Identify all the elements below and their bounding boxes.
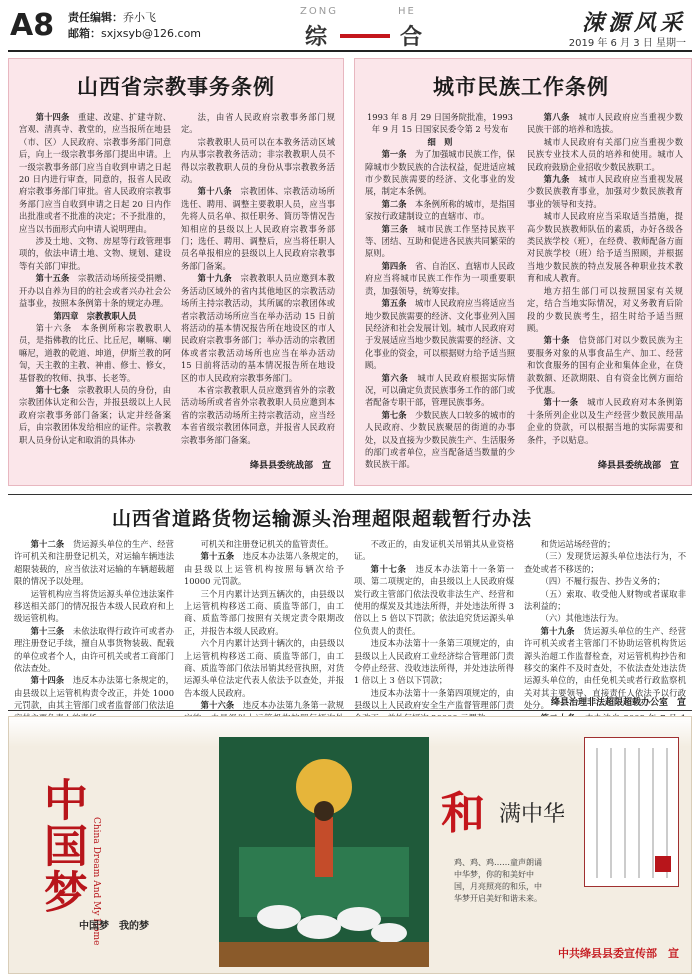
section-zh-left: 综 <box>305 24 328 50</box>
ad-man-zhonghua: 满中华 <box>499 802 566 827</box>
section-en-left: ZONG <box>300 6 338 17</box>
article-paragraph <box>527 173 683 210</box>
article-paragraph <box>524 538 686 550</box>
article-paragraph <box>184 538 344 550</box>
article-paragraph <box>527 285 683 335</box>
article-clause-text: 第十六条 本条例所称宗教教职人员，是指佛教的比丘、比丘尼，喇嘛、喇嘛尼，道教的乾道、坤道，伊斯兰教的阿訇，天主教的主教、神甫、修士、修女，基督教的牧师、执事、长老等。 <box>19 322 171 383</box>
article-paragraph <box>184 588 344 638</box>
article-clause-number: 第十八条 <box>197 186 241 197</box>
ad-china-dream-en: China Dream And My Home <box>91 817 101 946</box>
article-clause-text: 宗教教职人员的身份，由宗教团体认定和公告，并报县级以上人民政府宗教事务部门备案；认定并经备案后，由宗教团体发给相应的证件。宗教教职人员身份认定和取消的具体办 <box>19 384 171 445</box>
article-paragraph <box>19 111 171 235</box>
article-paragraph <box>527 210 683 284</box>
article-paragraph <box>365 198 515 223</box>
article-paragraph <box>365 409 515 471</box>
article-paragraph <box>365 372 515 409</box>
ad-mural-illustration <box>219 737 429 967</box>
article-paragraph <box>184 550 344 587</box>
article-clause-text: 涉及土地、文物、房屋等行政管理事项的，依法申请土地、文物、规划、建设等有关部门审批。 <box>19 236 171 271</box>
article-clause-number: 第十六条 <box>200 700 243 711</box>
editor-email[interactable]: sxjxsyb@126.com <box>101 27 202 40</box>
article-clause-text: （五）索取、收受他人财物或者谋取非法利益的； <box>524 588 686 612</box>
article-title-overload: 山西省道路货物运输源头治理超限超载暂行办法 <box>112 508 533 530</box>
article-clause-number: 第十七条 <box>370 563 416 574</box>
article-paragraph <box>19 272 171 309</box>
article-paragraph <box>14 538 174 588</box>
article-clause-text: 城市人民政府应当重视少数民族干部的培养和选拔。 <box>527 112 683 135</box>
ad-china-dream-sub: 中国梦 我的梦 <box>79 921 149 932</box>
article-clause-text: 违反本办法第十一条第三项规定的，由县级以上人民政府工业经济综合管理部门责令停止经营、没收违法所得，并处违法所得 1 倍以上 3 倍以下罚款； <box>354 638 514 686</box>
article-paragraph <box>184 637 344 699</box>
article-paragraph <box>354 538 514 563</box>
article-clause-text: 本省宗教教职人员应邀到省外的宗教活动场所或者省外宗教教职人员应邀到本省的宗教活动场所主持宗教活动，应当经本省省级宗教团体同意，并报省人民政府宗教事务部门备案。 <box>181 384 335 445</box>
article-clause-text: 违反本办法第九条第一款规 <box>242 700 344 711</box>
article-clause-text: 违反本办法第十一条第四项规定的，由县级以上人民政府安全生产监督管理部门责 <box>354 687 514 711</box>
ad-china-dream: 中国梦 <box>36 777 87 915</box>
chapter-heading: 细 则 <box>427 136 453 147</box>
article-clause-text: 城市民族工作坚持民族平等、团结、互助和促进各民族共同繁荣的原则。 <box>365 223 515 259</box>
article-clause-text: 不改正的，由发证机关吊销其从业资格证。 <box>354 539 514 562</box>
article-clause-text: 城市人民政府应当将适应当地少数民族需要的经济、文化事业列入国民经济和社会发展计划。城市人民政府对于发展适应当地少数民族需要的经济、文化事业的资金，可以根据财力给予适当照顾。 <box>365 298 515 371</box>
section-divider <box>8 710 692 711</box>
article-clause-text: 城市人民政府有关部门应当重视少数民族专业技术人员的培养和使用。城市人民政府鼓励企业招收少数民族职工。 <box>527 136 683 172</box>
article-paragraph <box>524 588 686 613</box>
section-en-right: HE <box>398 6 416 17</box>
ad-he-character: 和 <box>441 788 485 839</box>
article-clause-text: 为了加强城市民族工作，保障城市少数民族的合法权益，促进适应城市少数民族需要的经济、文化事业的发展，制定本条例。 <box>365 149 515 197</box>
article-paragraph <box>19 384 171 446</box>
article-clause-number: 第五条 <box>381 298 415 309</box>
article-clause-number: 第一条 <box>381 149 415 160</box>
article-clause-text: 三个月内累计达到五辆次的，由县级以上运管机构移送工商、质监等部门，由工商、质监等部门按照有关规定责令限期改正，并报告本级人民政府。 <box>184 588 344 636</box>
article-clause-number: 第十四条 <box>35 112 78 122</box>
article-clause-number: 第十条 <box>543 335 579 346</box>
masthead <box>0 0 700 52</box>
article-column-body <box>365 148 515 471</box>
article-paragraph <box>365 223 515 260</box>
article-clause-text: 城市人民政府根据实际情况，可以确定负责民族事务工作的部门或者配备专职干部，管理民族事务。 <box>365 372 515 408</box>
article-clause-text: （四）不履行报告、抄告义务的； <box>540 576 666 587</box>
article-clause-text: 宗教团体、宗教活动场所选任、聘用、调整主要教职人员，应当事先将人员名单、拟任职务、简历等情况告知相应的县级以上人民政府宗教事务部门；选任、聘用、调整后，应当将任职人员名单报相应的县级以上人民政府宗教事务部门备案。 <box>181 186 335 271</box>
article-paragraph <box>365 260 515 297</box>
article-signature: 绛县治理非法超限超载办公室 宣 <box>550 698 686 708</box>
article-clause-text: 法，由省人民政府宗教事务部门规定。 <box>181 112 335 135</box>
article-clause-text: 地方招生部门可以按照国家有关规定，结合当地实际情况，对义务教育后阶段的少数民族考生，招生时给予适当照顾。 <box>527 285 683 333</box>
article-clause-text: 城市人民政府应当采取适当措施，提高少数民族教师队伍的素质，办好各级各类民族学校（班），在经费、教师配备方面对民族学校（班）给予适当照顾，并根据当地少数民族的特点发展各种职业技术教育和成人教育。 <box>527 211 683 284</box>
article-clause-text: 城市人民政府对本条例第十条所列企业以及生产经营少数民族用品企业的贷款，可以根据当地的实际需要和条件，予以贴息。 <box>527 397 683 445</box>
article-clause-text: 省、自治区、直辖市人民政府应当将城市民族工作作为一项重要职责，加强领导，统筹安排。 <box>365 260 515 296</box>
ad-calligraphy-panel <box>584 737 679 887</box>
section-bar <box>340 34 390 38</box>
article-paragraph <box>354 563 514 637</box>
paper-name: 涑源风采 <box>581 10 686 36</box>
calligraphy-texture <box>585 738 680 888</box>
article-clause-number: 第三条 <box>381 223 418 234</box>
article-clause-text: 宗教活动场所接受捐赠、开办以自养为目的的社会或者兴办社会公益事业，按照本条例第十条的规定办理。 <box>19 273 171 309</box>
article-clause-text: 和货运站场经营的； <box>540 539 616 549</box>
article-clause-text: 重建、改建、扩建寺院、宫观、清真寺、教堂的，应当报所在地县（市、区）人民政府、宗教事务部门同意后，向上一级宗教事务部门提出申请。上一级宗教事务部门应当自收到申请之日起 20 日内进行审查，同意的，报省人民政府宗教事务部门审批。省人民政府宗教事务部门应当自收到申请之日起 20 日内作出批准或者不批准的决定；不予批准的，应当以书面形式向申请人说明理由。 <box>19 112 171 234</box>
article-clause-text: 违反本办法第十一条第一项、第二项规定的，由县级以上人民政府煤炭行政主管部门依法没收非法生产、经营和使用的煤炭及其违法所得，并处违法所得 3 倍以上 5 倍以下罚款；依法追究货运源头单位负责人的责任。 <box>354 563 514 636</box>
article-signature: 绛县县委统战部 宣 <box>249 461 331 471</box>
article-paragraph <box>14 625 174 675</box>
article-clause-number: 第八条 <box>543 112 579 122</box>
article-column <box>19 111 171 446</box>
article-paragraph <box>19 322 171 384</box>
article-clause-number: 第七条 <box>381 409 415 420</box>
article-clause-number: 第六条 <box>381 372 418 383</box>
article-paragraph <box>181 185 335 272</box>
article-paragraph <box>19 235 171 272</box>
article-clause-text: 货运源头单位的生产、经营许可机关和注册登记机关，对运输车辆违法超限装载的，应当依法对运输的车辆超载超限的情况予以处理。 <box>14 539 174 587</box>
article-clause-text: 宗教教职人员可以在本教务活动区域内从事宗教教务活动；非宗教教职人员不得以宗教教职人员的身份从事宗教教务活动。 <box>181 136 335 185</box>
issue-date: 2019 年 6 月 3 日 星期一 <box>568 38 686 49</box>
article-clause-number: 第十九条 <box>540 625 584 636</box>
article-paragraph <box>354 637 514 687</box>
article-signature: 绛县县委统战部 宣 <box>597 461 679 471</box>
article-clause-number: 第十五条 <box>200 551 243 562</box>
article-paragraph <box>524 550 686 575</box>
article-box-religion <box>8 58 344 486</box>
ad-poem: 鸡、鸡、鸡……童声朗诵中华梦，你的和美好中国，月亮照亮的和乐，中华梦开启美好和谐未来。 <box>454 858 542 903</box>
article-clause-text: 少数民族人口较多的城市的人民政府、少数民族聚居的街道的办事处，以及直接为少数民族生产、生活服务的部门或者单位，应当配备适当数量的少数民族干部。 <box>365 409 515 470</box>
article-paragraph <box>527 111 683 136</box>
masthead-rule <box>8 50 692 52</box>
article-clause-text: 未依法取得行政许可或者办理注册登记手续，擅自从事货物装载、配载的单位或者个人，由许可机关或者工商部门依法查处。 <box>14 625 174 674</box>
editor-label: 责任编辑： <box>68 11 123 24</box>
article-clause-text: 信贷部门对以少数民族为主要服务对象的从事食品生产、加工、经营和饮食服务的国有企业和集体企业，在贷款数额、还款期限、自有资金比例方面给予优惠。 <box>527 335 683 395</box>
article-paragraph <box>524 612 686 624</box>
ad-sponsor: 中共绛县县委宣传部 宣 <box>558 947 679 960</box>
article-paragraph <box>181 272 335 384</box>
article-clause-number: 第九条 <box>543 174 579 185</box>
article-clause-number: 第十七条 <box>35 384 78 395</box>
section-divider <box>8 494 692 495</box>
article-clause-number: 第十五条 <box>35 273 78 284</box>
article-column <box>365 111 515 471</box>
article-title-ethnic: 城市民族工作条例 <box>433 74 609 99</box>
article-clause-number: 第二条 <box>381 198 415 209</box>
article-paragraph <box>181 136 335 186</box>
page-number: A8 <box>10 8 55 43</box>
article-clause-text: 运管机构应当将货运源头单位违法案件移送相关部门的情况报告本级人民政府和上级运管机构。 <box>14 588 174 624</box>
article-clause-number: 第十九条 <box>197 273 241 284</box>
article-clause-text: 六个月内累计达到十辆次的，由县级以上运管机构移送工商、质监等部门，由工商、质监等部门依法吊销其经营执照，对货运源头单位法定代表人依法予以查处，并报告本级人民政府。 <box>184 638 344 698</box>
chapter-heading: 第四章 宗教教职人员 <box>53 310 137 321</box>
article-clause-text: （六）其他违法行为。 <box>540 613 624 624</box>
article-paragraph <box>181 111 335 136</box>
public-service-ad <box>8 716 692 974</box>
article-paragraph <box>181 384 335 446</box>
section-zh-right: 合 <box>400 24 423 50</box>
article-clause-text: 违反本办法第七条规定的，由县级以上运管机构责令改正，并处 1000 元罚款，由其主管部门或者监督部门依法追 <box>14 675 174 711</box>
decree-meta: 1993 年 8 月 29 日国务院批准，1993 年 9 月 15 日国家民委令第 2 号发布 <box>367 112 513 135</box>
article-paragraph <box>365 297 515 371</box>
article-box-ethnic <box>354 58 692 486</box>
article-clause-text: （三）发现货运源头单位违法行为，不查处或者不移送的； <box>524 551 686 574</box>
editor-name: 乔小飞 <box>123 11 156 24</box>
article-paragraph <box>527 334 683 396</box>
article-column <box>527 111 683 446</box>
article-paragraph <box>14 588 174 625</box>
article-clause-text: 城市人民政府应当重视发展少数民族教育事业，加强对少数民族教育事业的领导和支持。 <box>527 174 683 209</box>
article-clause-number: 第四条 <box>381 260 415 271</box>
article-clause-number: 第十二条 <box>30 539 73 549</box>
editor-info <box>68 10 201 42</box>
article-clause-number: 第十三条 <box>30 625 73 636</box>
article-column <box>181 111 335 446</box>
article-clause-text: 宗教教职人员应邀到本教务活动区域外的省内其他地区的宗教活动场所主持宗教活动，其所属的宗教团体或者宗教活动场所应当在举办活动 15 日前将活动的基本情况报告所在地设区的市人民政府宗教事务部门；举办活动的宗教团体或者宗教活动场所也应当在举办活动 15 日前将活动的基本情况报告所在地设区的市人民政府宗教事务部门。 <box>181 273 335 383</box>
email-label: 邮箱： <box>68 27 101 40</box>
article-clause-text: 本条例所称的城市，是指国家按行政建制设立的直辖市、市。 <box>365 198 515 222</box>
article-paragraph <box>524 575 686 587</box>
article-clause-text: 违反本办法第八条规定的，由县级以上运管机构按照每辆次给予 10000 元罚款。 <box>184 551 344 587</box>
article-clause-text: 货运源头单位的生产、经营许可机关或者主管部门不协助运管机构货运源头治超工作监督检查，对运管机构抄告和移交的案件不及时查处，不依法查处违法货运源头单位的，由任免机关或者行政监察机关对其主要领导、直接责任人依法予以行政处分。 <box>524 625 686 711</box>
article-paragraph <box>365 148 515 198</box>
article-clause-number: 第十一条 <box>543 397 588 408</box>
article-clause-number: 第十四条 <box>30 675 73 686</box>
article-paragraph <box>527 396 683 446</box>
article-title-religion: 山西省宗教事务条例 <box>77 74 275 99</box>
article-paragraph <box>527 136 683 173</box>
article-clause-text: 可机关和注册登记机关的监管责任。 <box>200 539 334 549</box>
